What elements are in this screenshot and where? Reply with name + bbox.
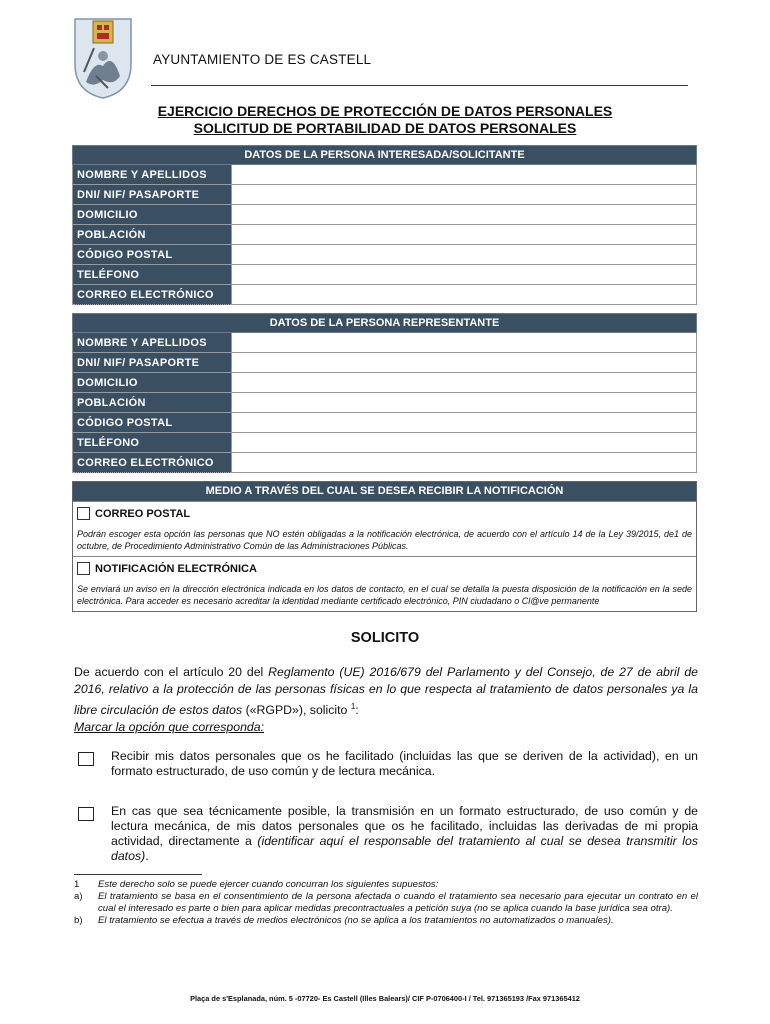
interested-heading: DATOS DE LA PERSONA INTERESADA/SOLICITANTE (73, 146, 697, 165)
representative-table (72, 313, 697, 473)
field-label: DOMICILIO (73, 373, 232, 393)
footnote-divider (74, 874, 202, 875)
field-label: TELÉFONO (73, 265, 232, 285)
field-label: NOMBRE Y APELLIDOS (73, 333, 232, 353)
footnote-key: a) (74, 891, 83, 902)
electronic-notification-label: NOTIFICACIÓN ELECTRÓNICA (95, 562, 257, 575)
notification-heading: MEDIO A TRAVÉS DEL CUAL SE DESEA RECIBIR LA NOTIFICACIÓN (73, 482, 696, 501)
postal-mail-label: CORREO POSTAL (95, 507, 191, 520)
field-label: POBLACIÓN (73, 393, 232, 413)
footnotes (74, 879, 698, 927)
field-label: DOMICILIO (73, 205, 232, 225)
electronic-notification-option (73, 556, 696, 611)
choice-transmit-data (78, 804, 698, 864)
rep-id-document-field[interactable] (232, 353, 697, 373)
choice-receive-data (78, 749, 698, 779)
transmit-text: En cas que sea técnicamente posible, la transmisión en un formato estructurado, de uso común y de lectura mecánica, de mis datos personales que os he facilitado, incluidas las derivadas de mi propia actividad, directamente a (111, 804, 698, 848)
request-intro (74, 664, 698, 719)
footnote-key: b) (74, 915, 83, 926)
postal-code-field[interactable] (232, 245, 697, 265)
field-label: DNI/ NIF/ PASAPORTE (73, 353, 232, 373)
footnote-item (74, 891, 698, 915)
request-heading: SOLICITO (350, 630, 420, 646)
intro-end: : (355, 703, 359, 718)
transmit-data-checkbox[interactable] (78, 807, 94, 821)
footnote-text: El tratamiento se basa en el consentimiento de la persona afectada o cuando el tratamiento sea necesario para ejecutar un contrato en el cual el interesado es parte o bien para aplicar medidas precontractuales a petición suya (no se aplica cuando la base jurídica sea otra). (98, 891, 698, 914)
field-label: CORREO ELECTRÓNICO (73, 285, 232, 305)
postal-mail-checkbox[interactable] (77, 507, 90, 520)
rep-address-field[interactable] (232, 373, 697, 393)
instruction-text: Marcar la opción que corresponda: (74, 720, 265, 734)
phone-field[interactable] (232, 265, 697, 285)
footnote-ref: 1 (350, 702, 356, 711)
id-document-field[interactable] (232, 185, 697, 205)
field-label: DNI/ NIF/ PASAPORTE (73, 185, 232, 205)
footnote-text: Este derecho solo se puede ejercer cuando concurran los siguientes supuestos: (98, 879, 439, 890)
rep-name-field[interactable] (232, 333, 697, 353)
name-field[interactable] (232, 165, 697, 185)
field-label: TELÉFONO (73, 433, 232, 453)
transmit-target-hint: (identificar aquí el responsable del tratamiento al cual se desea transmitir los datos) (111, 834, 698, 863)
field-label: CÓDIGO POSTAL (73, 245, 232, 265)
address-field[interactable] (232, 205, 697, 225)
footnote-key: 1 (74, 879, 80, 890)
representative-heading: DATOS DE LA PERSONA REPRESENTANTE (73, 314, 697, 333)
notification-section (72, 481, 697, 612)
postal-mail-option (73, 501, 696, 556)
receive-data-text: Recibir mis datos personales que os he facilitado (incluidas las que se deriven de la actividad), en un formato estructurado, de uso común y de lectura mecánica. (111, 749, 698, 778)
coat-of-arms-icon (72, 16, 134, 100)
interested-person-table (72, 145, 697, 305)
intro-text: De acuerdo con el artículo 20 del (74, 665, 269, 679)
intro-text-cont: («RGPD»), solicito (242, 703, 351, 718)
footnote-item (74, 915, 698, 927)
electronic-notification-description: Se enviará un aviso en la dirección electrónica indicada en los datos de contacto, en el cual se detalla la puesta disposición de la notificación en la sede electrónica. Para acceder es necesario acreditar la identidad mediante certificado electrónico, PIN ciudadano o Cl@ve permanente (77, 584, 692, 606)
footnote-item (74, 879, 698, 891)
page-footer: Plaça de s'Esplanada, núm. 5 -07720- Es Castell (Illes Balears)/ CIF P-0706400-I / Tel. 971365193 /Fax 971365412 (190, 994, 580, 1003)
email-field[interactable] (232, 285, 697, 305)
header-divider (151, 85, 688, 86)
town-field[interactable] (232, 225, 697, 245)
document-title: EJERCICIO DERECHOS DE PROTECCIÓN DE DATOS PERSONALES (157, 103, 613, 119)
rep-postal-code-field[interactable] (232, 413, 697, 433)
postal-mail-description: Podrán escoger esta opción las personas que NO estén obligadas a la notificación electrónica, de acuerdo con el artículo 14 de la Ley 39/2015, de1 de octubre, de Procedimiento Administrativo Común de las Administraciones Públicas. (77, 529, 692, 551)
field-label: NOMBRE Y APELLIDOS (73, 165, 232, 185)
rep-town-field[interactable] (232, 393, 697, 413)
document-subtitle: SOLICITUD DE PORTABILIDAD DE DATOS PERSONALES (193, 120, 577, 136)
rep-phone-field[interactable] (232, 433, 697, 453)
transmit-data-text (111, 804, 698, 864)
rep-email-field[interactable] (232, 453, 697, 473)
electronic-notification-checkbox[interactable] (77, 562, 90, 575)
organization-name: AYUNTAMIENTO DE ES CASTELL (153, 52, 372, 67)
footnote-text: El tratamiento se efectua a través de medios electrónicos (no se aplica a los tratamientos no automatizados o manuales). (98, 915, 614, 926)
field-label: POBLACIÓN (73, 225, 232, 245)
field-label: CORREO ELECTRÓNICO (73, 453, 232, 473)
transmit-end: . (145, 849, 149, 863)
regulation-reference: Reglamento (UE) 2016/679 del Parlamento y del Consejo, de 27 de abril de 2016, relativo a la protección de las personas físicas en lo que respecta al tratamiento de datos personales ya la libre circulación de estos datos (74, 665, 698, 718)
field-label: CÓDIGO POSTAL (73, 413, 232, 433)
receive-data-checkbox[interactable] (78, 752, 94, 766)
